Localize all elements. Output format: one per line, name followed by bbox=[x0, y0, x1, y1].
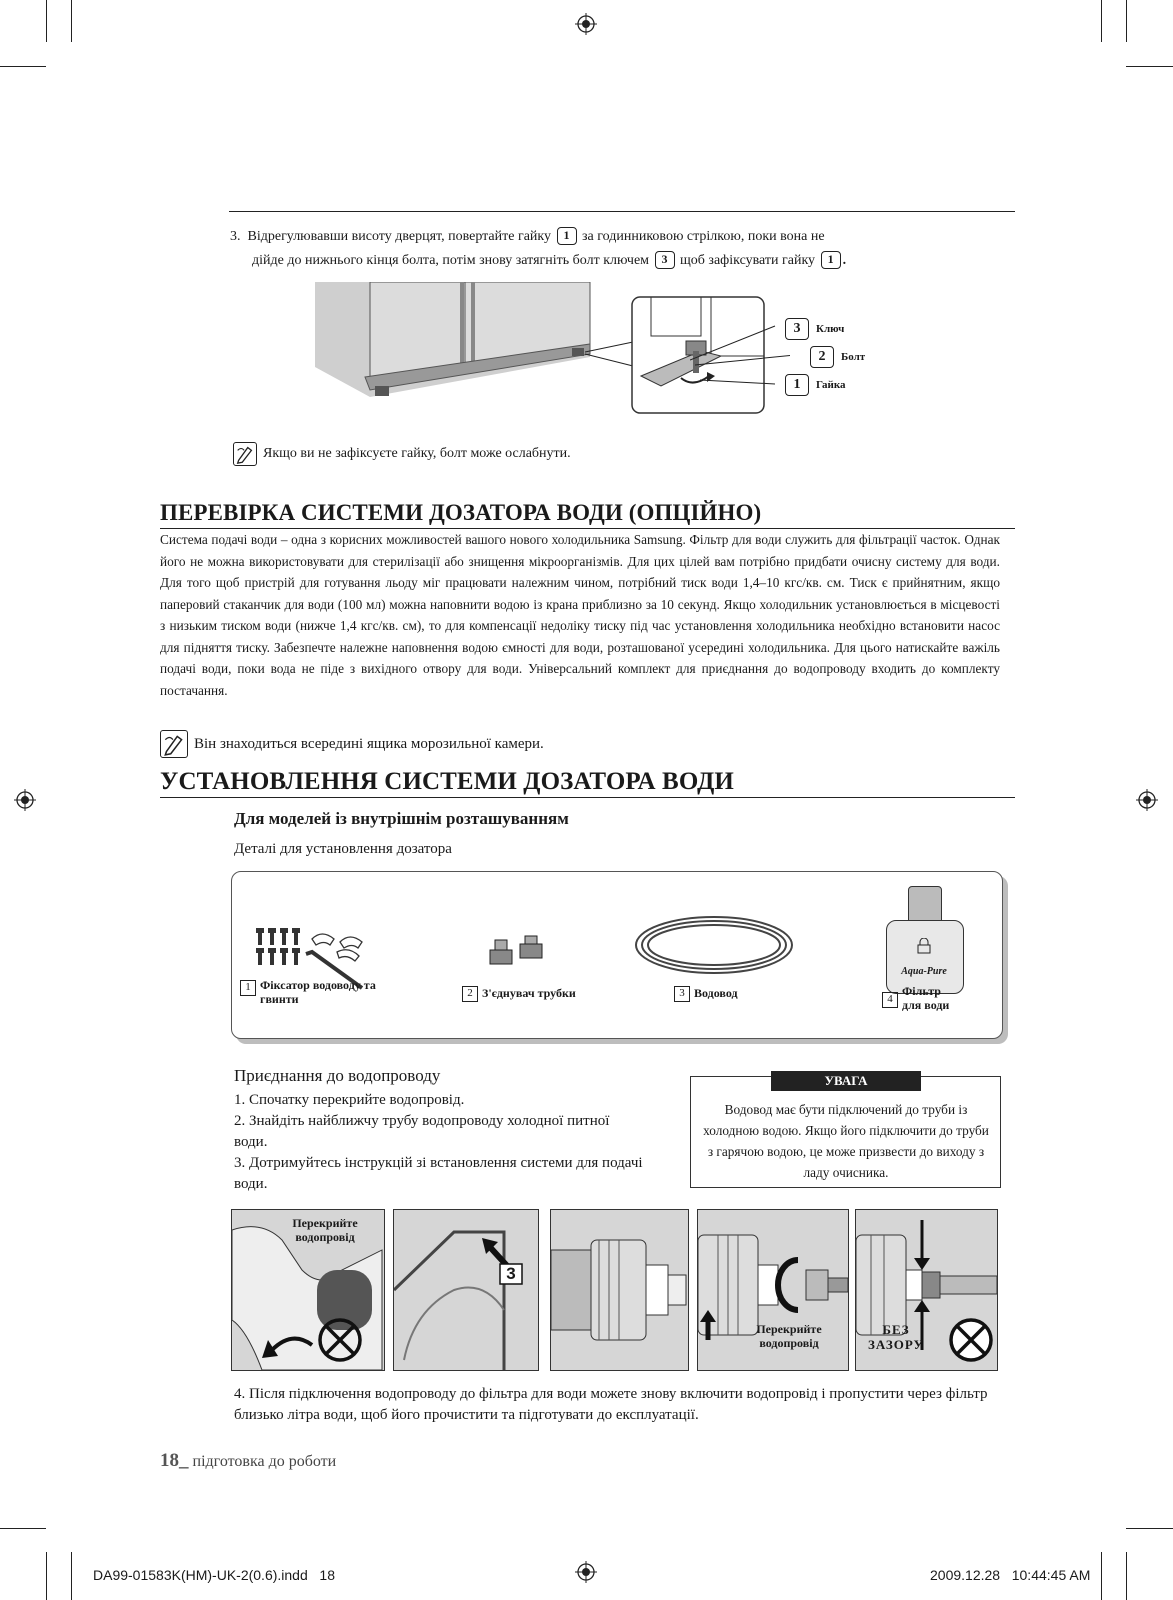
part-num: 1 bbox=[240, 980, 256, 996]
note-loosen bbox=[233, 442, 571, 466]
connection-step-3: 3. Дотримуйтесь інструкцій зі встановлення системи для подачі води. bbox=[234, 1155, 643, 1192]
panel-label: Перекрийте водопровід bbox=[292, 1216, 358, 1244]
step4-text: 4. Після підключення водопроводу до фільтра для води можете знову включити водопровід і пропустити через фільтр близько літра води, щоб його прочистити та підготувати до експлуатації. bbox=[234, 1386, 988, 1423]
filter-brand: Aqua-Pure bbox=[901, 966, 947, 977]
note-icon bbox=[233, 442, 257, 466]
connector-lines bbox=[585, 340, 635, 370]
callout-num: 3 bbox=[785, 318, 809, 340]
nut-ref-badge: 1 bbox=[821, 251, 841, 269]
section-title-install: УСТАНОВЛЕННЯ СИСТЕМИ ДОЗАТОРА ВОДИ bbox=[160, 768, 734, 795]
step-panel-3 bbox=[550, 1209, 689, 1371]
connection-title: Приєднання до водопроводу bbox=[234, 1066, 441, 1085]
crop-mark bbox=[0, 66, 46, 67]
callout-num: 1 bbox=[785, 374, 809, 396]
callout-label: Болт bbox=[841, 351, 866, 363]
part-2 bbox=[462, 984, 576, 1002]
connection-step-2: 2. Знайдіть найближчу трубу водопроводу холодної питної води. bbox=[234, 1113, 610, 1150]
warning-box bbox=[690, 1073, 1001, 1188]
step3-text-d: щоб зафіксувати гайку bbox=[680, 253, 816, 268]
part-label: Фільтр для води bbox=[902, 984, 950, 1012]
connection-step-1: 1. Спочатку перекрийте водопровід. bbox=[234, 1092, 465, 1108]
step3-text-b: за годинниковою стрілкою, поки вона не bbox=[582, 229, 825, 244]
registration-mark-icon bbox=[14, 789, 36, 811]
warning-title: УВАГА bbox=[771, 1071, 921, 1091]
part-label: Водовод bbox=[694, 986, 738, 1000]
top-rule bbox=[229, 211, 1015, 212]
registration-mark-icon bbox=[1136, 789, 1158, 811]
section1-paragraph: Система подачі води – одна з корисних можливостей вашого нового холодильника Samsung. Фільтр для води служить для фільтрації часток. Однак його не можна використовувати для стерилізації або знищення мікроорганізмів. Для цих цілей вам потрібно придбати очисну систему для води. Для того щоб пристрій для готування льоду міг працювати належним чином, потрібний тиск води 1,4–10 кгс/кв. см. Тиск є прийнятним, якщо паперовий стаканчик для води (100 мл) можна наповнити водою із крана приблизно за 10 секунд. Якщо холодильник установлюється в місцевості з низьким тиском води (нижче 1,4 кгс/кв. см), то для компенсації недоліку тиску під час установлення холодильника необхідно встановити насос для підняття тиску. Забезпечте належне наповнення водою ємності для води, розташованої усередині холодильника. Для цього натискайте важіль подачі води, поки вода не піде з вихідного отвору для води. Універсальний комплект для приєднання до водопроводу входить до комплекту постачання. bbox=[160, 532, 1000, 698]
callout-label: Ключ bbox=[816, 323, 845, 335]
panel-label: Перекрийте водопровід bbox=[756, 1322, 822, 1350]
panel-step-num: 3 bbox=[506, 1264, 516, 1283]
crop-mark bbox=[46, 0, 47, 42]
registration-mark-icon bbox=[575, 13, 597, 35]
part-3 bbox=[674, 984, 738, 1002]
crop-mark bbox=[0, 1528, 46, 1529]
section-title-check: ПЕРЕВІРКА СИСТЕМИ ДОЗАТОРА ВОДИ (ОПЦІЙНО) bbox=[160, 500, 762, 525]
part-num: 4 bbox=[882, 992, 898, 1008]
crop-mark bbox=[71, 0, 72, 42]
crop-mark bbox=[1126, 66, 1173, 67]
section-rule bbox=[160, 797, 1015, 798]
part-label: Фіксатор водоводу та гвинти bbox=[260, 978, 376, 1006]
step3-period: . bbox=[842, 253, 847, 268]
crop-mark bbox=[1126, 1552, 1127, 1600]
step3-line2 bbox=[252, 250, 846, 272]
print-file-info: DA99-01583K(HM)-UK-2(0.6).indd 18 bbox=[93, 1567, 335, 1583]
callout-label: Гайка bbox=[816, 379, 846, 391]
note-freezer bbox=[160, 730, 544, 758]
callout-bolt bbox=[808, 346, 865, 368]
part-label: З'єднувач трубки bbox=[482, 986, 576, 1000]
tube-connector-icon bbox=[482, 932, 552, 972]
panel-label: БЕЗ ЗАЗОРУ bbox=[867, 1322, 925, 1352]
warning-text: Водовод має бути підключений до труби із холодною водою. Якщо його підключити до труби з гарячою водою, це може призвести до виходу з ладу очисника. bbox=[703, 1102, 989, 1180]
print-date-info: 2009.12.28 10:44:45 AM bbox=[930, 1567, 1091, 1583]
step3-line1 bbox=[230, 226, 825, 248]
registration-mark-icon bbox=[575, 1561, 597, 1583]
step3-text-c: дійде до нижнього кінця болта, потім знову затягніть болт ключем bbox=[252, 253, 650, 268]
crop-mark bbox=[46, 1552, 47, 1600]
note-text: Він знаходиться всередині ящика морозильної камери. bbox=[194, 735, 544, 752]
water-line-coil-icon bbox=[632, 910, 797, 980]
fridge-illustration bbox=[315, 282, 615, 412]
nut-ref-badge: 1 bbox=[557, 227, 577, 245]
crop-mark bbox=[1126, 1528, 1173, 1529]
page-footer bbox=[160, 1450, 336, 1472]
step3-number: 3. bbox=[230, 229, 241, 244]
page-number: 18_ bbox=[160, 1450, 189, 1471]
step-panel-2 bbox=[393, 1209, 539, 1371]
crop-mark bbox=[1126, 0, 1127, 42]
note-icon bbox=[160, 730, 188, 758]
note-text: Якщо ви не зафіксуєте гайку, болт може ослабнути. bbox=[263, 446, 571, 461]
step-panel-5 bbox=[855, 1209, 998, 1371]
callout-nut bbox=[783, 374, 846, 396]
part-1 bbox=[240, 978, 400, 1006]
step3-text-a: Відрегулювавши висоту дверцят, повертайте гайку bbox=[247, 229, 552, 244]
parts-caption: Деталі для установлення дозатора bbox=[234, 841, 452, 857]
crop-mark bbox=[1101, 1552, 1102, 1600]
part-num: 2 bbox=[462, 986, 478, 1002]
subsection-title: Для моделей із внутрішнім розташуванням bbox=[234, 809, 569, 828]
callout-num: 2 bbox=[810, 346, 834, 368]
wrench-ref-badge: 3 bbox=[655, 251, 675, 269]
step-panel-4 bbox=[697, 1209, 849, 1371]
crop-mark bbox=[71, 1552, 72, 1600]
step-panel-1 bbox=[231, 1209, 385, 1371]
part-4 bbox=[882, 984, 972, 1012]
part-num: 3 bbox=[674, 986, 690, 1002]
crop-mark bbox=[1101, 0, 1102, 42]
callout-lines bbox=[690, 320, 790, 390]
parts-box bbox=[231, 871, 1003, 1039]
callout-wrench bbox=[783, 318, 844, 340]
water-filter-icon bbox=[886, 886, 962, 996]
page-section-label: підготовка до роботи bbox=[192, 1453, 337, 1470]
